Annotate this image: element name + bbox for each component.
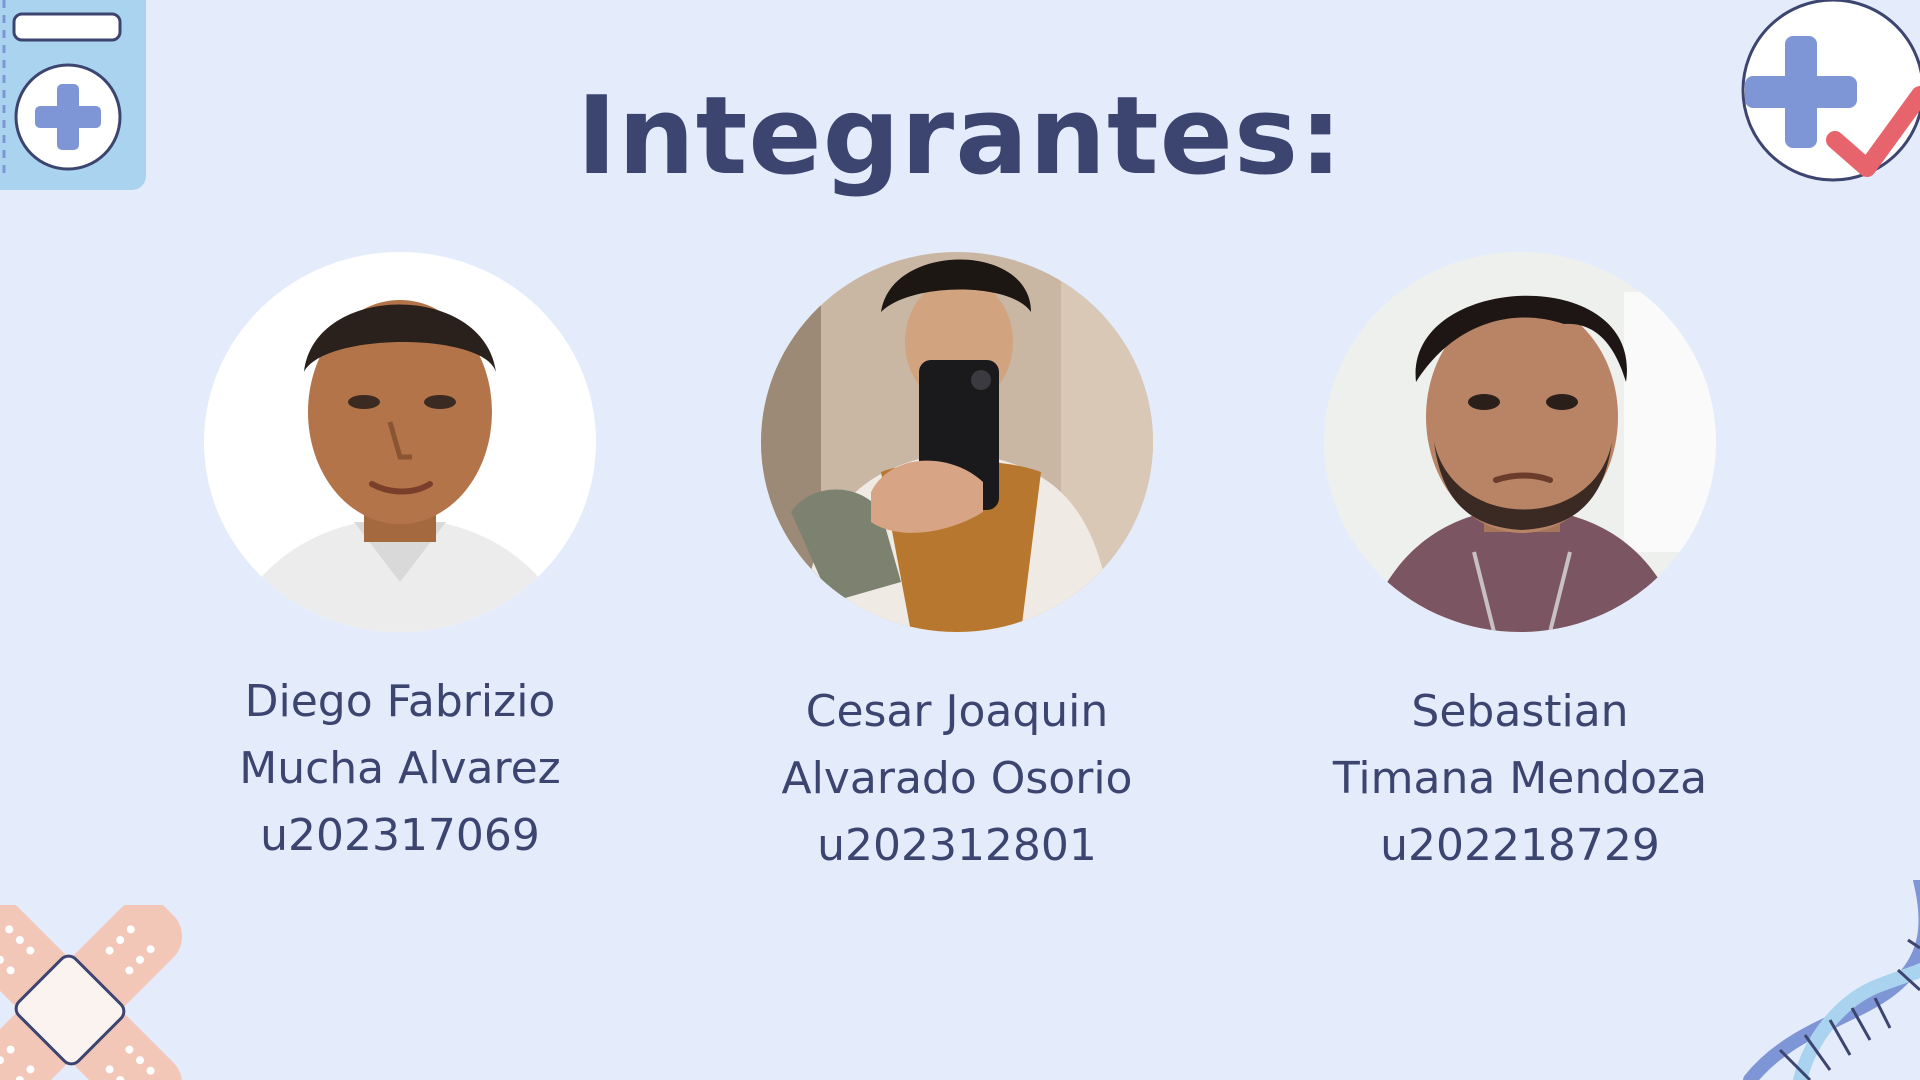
member-card [1300, 252, 1740, 879]
member-card [180, 252, 620, 869]
member-code: u202218729 [1380, 820, 1660, 871]
member-first-line: Sebastian [1411, 686, 1629, 737]
portrait-photo-icon [204, 252, 596, 632]
bandage-icon [0, 905, 200, 1080]
member-second-line: Mucha Alvarez [239, 743, 561, 794]
member-card [737, 252, 1177, 879]
member-info [1300, 678, 1740, 879]
member-second-line: Timana Mendoza [1332, 753, 1708, 804]
member-code: u202317069 [260, 810, 540, 861]
member-code: u202312801 [817, 820, 1097, 871]
member-first-line: Cesar Joaquin [805, 686, 1109, 737]
dna-helix-icon [1730, 880, 1920, 1080]
member-info [180, 668, 620, 869]
member-second-line: Alvarado Osorio [781, 753, 1133, 804]
page-title: Integrantes: [576, 74, 1344, 199]
member-info [737, 678, 1177, 879]
member-first-line: Diego Fabrizio [244, 676, 556, 727]
mirror-selfie-photo-icon [761, 252, 1153, 632]
selfie-photo-icon [1324, 252, 1716, 632]
